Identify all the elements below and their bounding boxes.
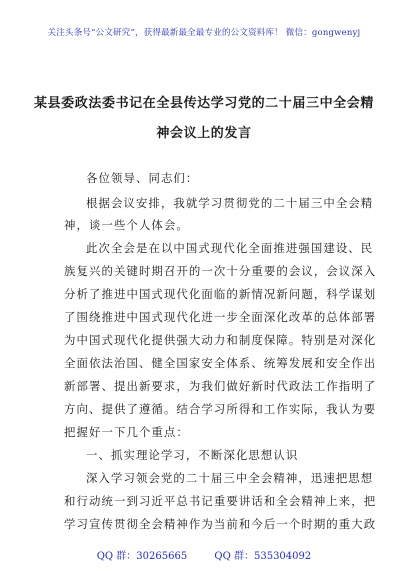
header-notice: 关注头条号“公文研究”，获得最新最全最专业的公文资料库！ 微信：gongwenyj: [47, 28, 361, 38]
footer-qq-group-2: QQ 群：535304092: [214, 551, 312, 562]
body-line: 族复兴的关键时期召开的一次十分重要的会议，会议深入: [64, 264, 377, 278]
body-line: 全面依法治国、健全国家安全体系、统筹发展和安全作出: [64, 356, 377, 370]
body-line: 学习宣传贯彻全会精神作为当前和今后一个时期的重大政: [64, 517, 377, 531]
body-line: 和行动统一到习近平总书记重要讲话和全会精神上来，把: [64, 494, 377, 508]
body-line: 根据会议安排，我就学习贯彻党的二十届三中全会精: [86, 196, 374, 210]
body-line: 新部署、提出新要求，为我们做好新时代政法工作指明了: [64, 379, 377, 393]
body-line: 神，谈一些个人体会。: [64, 218, 189, 232]
body-line: 了围绕推进中国式现代化进一步全面深化改革的总体部署: [64, 310, 377, 324]
footer: [0, 547, 408, 562]
body-line: 分析了推进中国式现代化面临的新情况新问题，科学谋划: [64, 287, 377, 301]
document-title-line-2: 神会议上的发言: [156, 126, 252, 141]
footer-qq-group-1: QQ 群：30265665: [96, 551, 188, 562]
section-heading: 一、抓实理论学习，不断深化思想认识: [86, 448, 299, 462]
salutation: 各位领导、同志们：: [86, 171, 199, 185]
body-line: 方向、提供了遵循。结合学习所得和工作实际，我认为要: [64, 402, 377, 416]
body-line: 把握好一下几个重点：: [64, 425, 189, 439]
document-title-line-1: 某县委政法委书记在全县传达学习党的二十届三中全会精: [33, 96, 374, 111]
body-line: 深入学习领会党的二十届三中全会精神，迅速把思想: [86, 471, 374, 485]
body-line: 此次全会是在以中国式现代化全面推进强国建设、民: [86, 241, 374, 255]
body-line: 为中国式现代化提供强大动力和制度保障。特别是对深化: [64, 333, 377, 347]
